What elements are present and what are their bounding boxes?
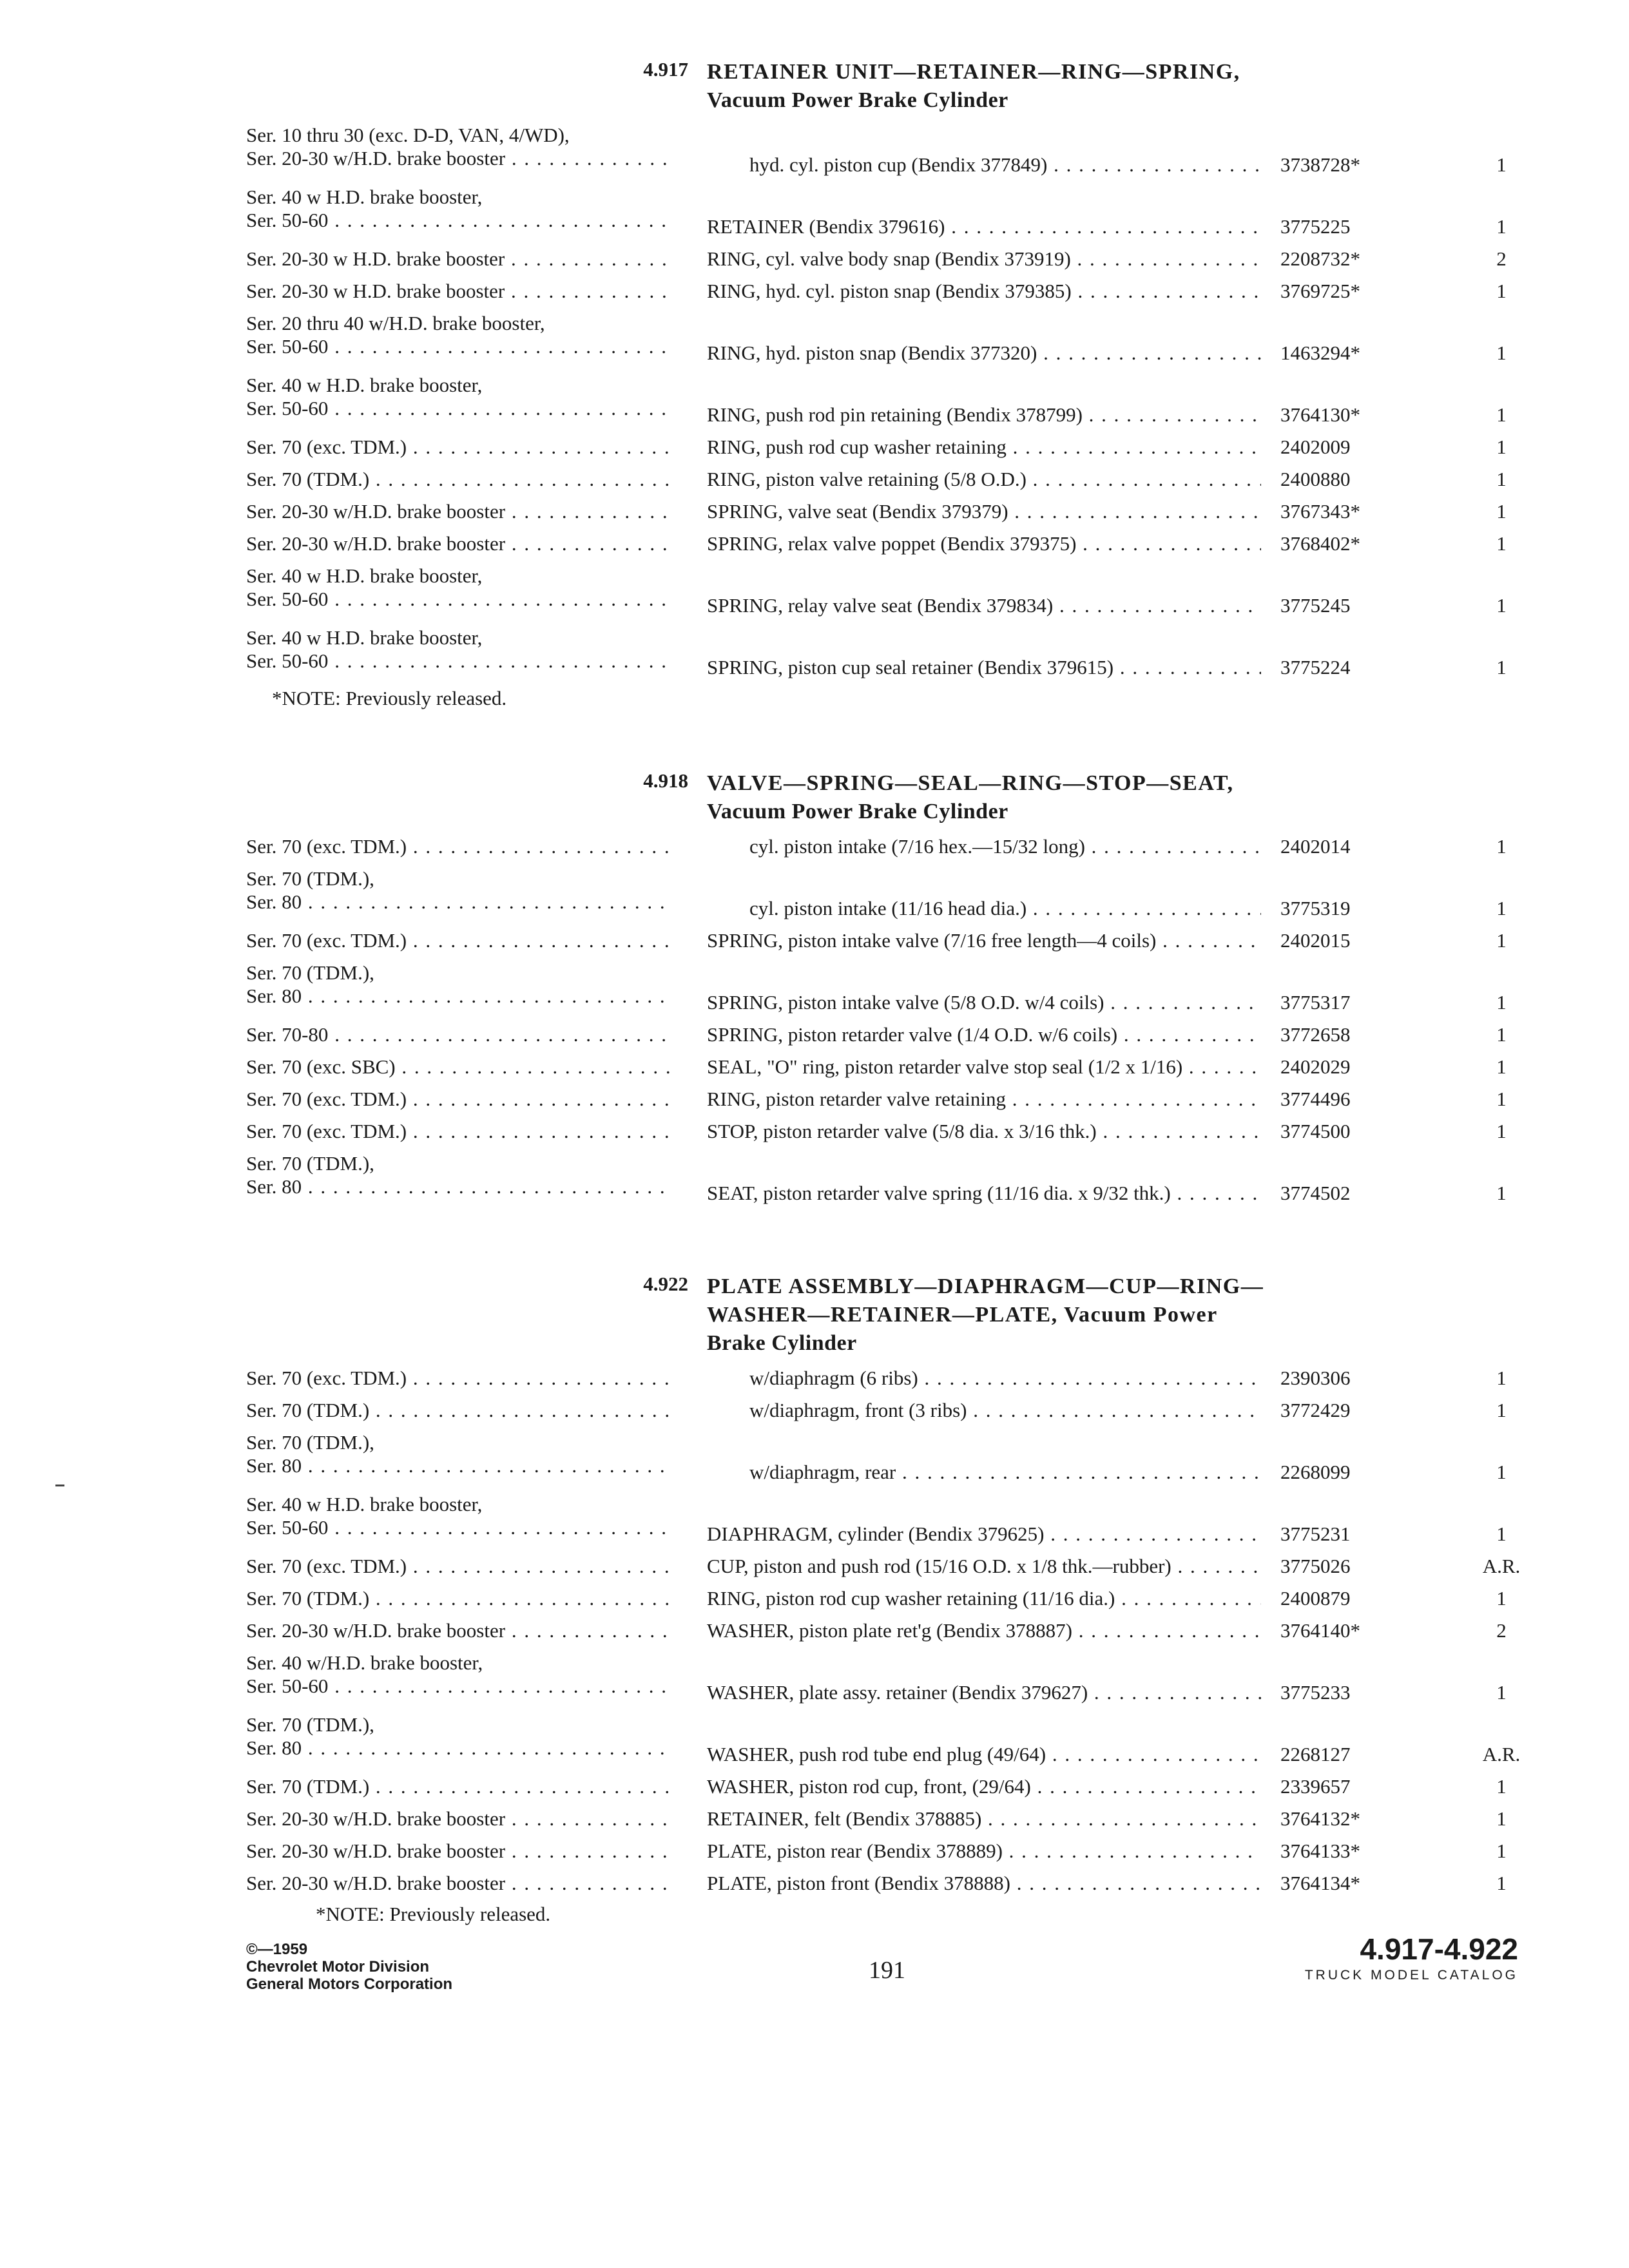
application-cell bbox=[246, 961, 671, 1008]
application-line-2: Ser. 20-30 w/H.D. brake booster . . . bbox=[246, 500, 671, 523]
application-line-2: Ser. 70 (exc. TDM.) . . . bbox=[246, 1555, 671, 1578]
part-number: 2268127 bbox=[1280, 1743, 1351, 1765]
section-number: 4.917 bbox=[643, 58, 688, 81]
part-number: 3774496 bbox=[1280, 1088, 1351, 1110]
section-subtitle: Vacuum Power Brake Cylinder bbox=[707, 88, 1008, 112]
part-number: 3775026 bbox=[1280, 1555, 1351, 1577]
quantity: 1 bbox=[1496, 436, 1507, 458]
part-number: 3738728* bbox=[1280, 153, 1360, 176]
application-line-1: Ser. 70 (TDM.), bbox=[246, 1431, 374, 1454]
quantity: 1 bbox=[1496, 1399, 1507, 1421]
application-line-1: Ser. 10 thru 30 (exc. D-D, VAN, 4/WD), bbox=[246, 124, 570, 146]
quantity: 1 bbox=[1496, 1182, 1507, 1204]
application-cell bbox=[246, 124, 671, 170]
quantity: 1 bbox=[1496, 468, 1507, 490]
quantity: 1 bbox=[1496, 1461, 1507, 1483]
part-description: WASHER, piston rod cup, front, (29/64) . . . bbox=[707, 1775, 1261, 1798]
application-line-2: Ser. 50-60 . . . bbox=[246, 397, 671, 420]
application-line-2: Ser. 70 (TDM.) . . . bbox=[246, 1587, 671, 1610]
part-description: SPRING, piston retarder valve (1/4 O.D. w/6 coils) . . . bbox=[707, 1023, 1261, 1046]
application-line-2: Ser. 80 . . . bbox=[246, 890, 671, 914]
part-number: 2400879 bbox=[1280, 1587, 1351, 1610]
part-number: 3764132* bbox=[1280, 1807, 1360, 1830]
part-description: SPRING, piston intake valve (7/16 free length—4 coils) . . . bbox=[707, 929, 1261, 952]
quantity: 1 bbox=[1496, 1367, 1507, 1389]
part-description: hyd. cyl. piston cup (Bendix 377849) . . . bbox=[749, 153, 1261, 177]
quantity: 1 bbox=[1496, 656, 1507, 678]
part-description: WASHER, plate assy. retainer (Bendix 379627) . . . bbox=[707, 1681, 1261, 1704]
application-line-2: Ser. 20-30 w/H.D. brake booster . . . bbox=[246, 532, 671, 555]
application-line-2: Ser. 20-30 w H.D. brake booster . . . bbox=[246, 280, 671, 303]
quantity: 1 bbox=[1496, 1023, 1507, 1046]
application-cell bbox=[246, 468, 671, 491]
application-cell bbox=[246, 1023, 671, 1046]
quantity: 1 bbox=[1496, 1840, 1507, 1862]
part-description: WASHER, push rod tube end plug (49/64) . . . bbox=[707, 1743, 1261, 1766]
part-number: 3764133* bbox=[1280, 1840, 1360, 1862]
application-cell bbox=[246, 1713, 671, 1760]
section-title-line: PLATE ASSEMBLY—DIAPHRAGM—CUP—RING— bbox=[707, 1274, 1264, 1298]
section-number: 4.918 bbox=[643, 769, 688, 792]
part-description: RING, push rod cup washer retaining . . . bbox=[707, 436, 1261, 459]
part-number: 3775317 bbox=[1280, 991, 1351, 1014]
part-description: PLATE, piston front (Bendix 378888) . . . bbox=[707, 1872, 1261, 1895]
application-line-2: Ser. 20-30 w H.D. brake booster . . . bbox=[246, 247, 671, 271]
application-line-1: Ser. 40 w/H.D. brake booster, bbox=[246, 1651, 483, 1674]
part-description: w/diaphragm (6 ribs) . . . bbox=[749, 1367, 1261, 1390]
part-description: SEAL, "O" ring, piston retarder valve stop seal (1/2 x 1/16) . . . bbox=[707, 1055, 1261, 1079]
footnote: *NOTE: Previously released. bbox=[272, 687, 507, 709]
corporation-name: General Motors Corporation bbox=[246, 1975, 453, 1993]
application-cell bbox=[246, 1088, 671, 1111]
part-number: 3767343* bbox=[1280, 500, 1360, 523]
part-number: 3772658 bbox=[1280, 1023, 1351, 1046]
footer-range-block bbox=[1305, 1932, 1518, 1983]
application-cell bbox=[246, 1651, 671, 1698]
quantity: 1 bbox=[1496, 835, 1507, 858]
application-line-2: Ser. 20-30 w/H.D. brake booster . . . bbox=[246, 1872, 671, 1895]
part-description: CUP, piston and push rod (15/16 O.D. x 1/8 thk.—rubber) . . . bbox=[707, 1555, 1261, 1578]
application-cell bbox=[246, 626, 671, 673]
quantity: 1 bbox=[1496, 532, 1507, 555]
section-range: 4.917-4.922 bbox=[1360, 1932, 1518, 1966]
part-description: SPRING, valve seat (Bendix 379379) . . . bbox=[707, 500, 1261, 523]
footnote: *NOTE: Previously released. bbox=[316, 1903, 551, 1925]
part-description: WASHER, piston plate ret'g (Bendix 378887) . . . bbox=[707, 1619, 1261, 1642]
quantity: 1 bbox=[1496, 215, 1507, 238]
application-cell bbox=[246, 1775, 671, 1798]
application-line-2: Ser. 50-60 . . . bbox=[246, 1675, 671, 1698]
section-title bbox=[707, 58, 1300, 115]
application-cell bbox=[246, 1555, 671, 1578]
application-cell bbox=[246, 1367, 671, 1390]
application-line-2: Ser. 70 (exc. TDM.) . . . bbox=[246, 1120, 671, 1143]
application-cell bbox=[246, 436, 671, 459]
part-number: 2208732* bbox=[1280, 247, 1360, 270]
application-line-2: Ser. 50-60 . . . bbox=[246, 335, 671, 358]
copyright-year: ©—1959 bbox=[246, 1941, 308, 1958]
part-description: w/diaphragm, front (3 ribs) . . . bbox=[749, 1399, 1261, 1422]
part-number: 2339657 bbox=[1280, 1775, 1351, 1798]
part-description: SEAT, piston retarder valve spring (11/16 dia. x 9/32 thk.) . . . bbox=[707, 1182, 1261, 1205]
application-line-1: Ser. 40 w H.D. brake booster, bbox=[246, 1493, 483, 1515]
application-line-2: Ser. 80 . . . bbox=[246, 1175, 671, 1198]
quantity: 1 bbox=[1496, 929, 1507, 952]
application-cell bbox=[246, 1587, 671, 1610]
quantity: 1 bbox=[1496, 991, 1507, 1014]
part-description: RING, piston rod cup washer retaining (11/16 dia.) . . . bbox=[707, 1587, 1261, 1610]
quantity: A.R. bbox=[1482, 1555, 1521, 1577]
application-line-2: Ser. 20-30 w/H.D. brake booster . . . bbox=[246, 1619, 671, 1642]
section-number: 4.922 bbox=[643, 1273, 688, 1295]
application-line-2: Ser. 20-30 w/H.D. brake booster . . . bbox=[246, 1840, 671, 1863]
quantity: A.R. bbox=[1482, 1743, 1521, 1765]
part-description: RING, piston retarder valve retaining . . . bbox=[707, 1088, 1261, 1111]
part-number: 3775233 bbox=[1280, 1681, 1351, 1704]
part-number: 3775225 bbox=[1280, 215, 1351, 238]
part-number: 2400880 bbox=[1280, 468, 1351, 490]
part-description: STOP, piston retarder valve (5/8 dia. x 3/16 thk.) . . . bbox=[707, 1120, 1261, 1143]
quantity: 1 bbox=[1496, 500, 1507, 523]
quantity: 1 bbox=[1496, 1807, 1507, 1830]
quantity: 1 bbox=[1496, 1587, 1507, 1610]
part-number: 1463294* bbox=[1280, 341, 1360, 364]
quantity: 1 bbox=[1496, 594, 1507, 617]
quantity: 2 bbox=[1496, 247, 1507, 270]
application-line-1: Ser. 40 w H.D. brake booster, bbox=[246, 374, 483, 396]
part-description: SPRING, piston cup seal retainer (Bendix 379615) . . . bbox=[707, 656, 1261, 679]
section-title-line: RETAINER UNIT—RETAINER—RING—SPRING, bbox=[707, 60, 1240, 84]
quantity: 1 bbox=[1496, 403, 1507, 426]
application-cell bbox=[246, 1872, 671, 1895]
part-description: RING, hyd. piston snap (Bendix 377320) . . . bbox=[707, 341, 1261, 365]
application-cell bbox=[246, 1431, 671, 1477]
application-line-2: Ser. 50-60 . . . bbox=[246, 1516, 671, 1539]
application-line-2: Ser. 70 (TDM.) . . . bbox=[246, 1775, 671, 1798]
application-cell bbox=[246, 532, 671, 555]
application-cell bbox=[246, 1120, 671, 1143]
application-line-2: Ser. 80 . . . bbox=[246, 1736, 671, 1760]
part-description: PLATE, piston rear (Bendix 378889) . . . bbox=[707, 1840, 1261, 1863]
application-line-2: Ser. 70 (exc. TDM.) . . . bbox=[246, 1088, 671, 1111]
application-line-1: Ser. 70 (TDM.), bbox=[246, 1713, 374, 1736]
section-title-line: VALVE—SPRING—SEAL—RING—STOP—SEAT, bbox=[707, 771, 1234, 795]
margin-mark bbox=[55, 1485, 64, 1486]
application-cell bbox=[246, 835, 671, 858]
application-cell bbox=[246, 1493, 671, 1539]
quantity: 1 bbox=[1496, 1120, 1507, 1142]
part-number: 2402009 bbox=[1280, 436, 1351, 458]
part-number: 2402029 bbox=[1280, 1055, 1351, 1078]
application-line-2: Ser. 70 (exc. TDM.) . . . bbox=[246, 1367, 671, 1390]
application-line-1: Ser. 40 w H.D. brake booster, bbox=[246, 564, 483, 587]
application-cell bbox=[246, 564, 671, 611]
application-line-2: Ser. 50-60 . . . bbox=[246, 649, 671, 673]
catalog-name: TRUCK MODEL CATALOG bbox=[1304, 1968, 1518, 1983]
quantity: 1 bbox=[1496, 1775, 1507, 1798]
application-line-2: Ser. 70 (exc. SBC) . . . bbox=[246, 1055, 671, 1079]
part-number: 3764134* bbox=[1280, 1872, 1360, 1894]
application-line-2: Ser. 70 (exc. TDM.) . . . bbox=[246, 835, 671, 858]
part-description: SPRING, relax valve poppet (Bendix 379375) . . . bbox=[707, 532, 1261, 555]
application-line-1: Ser. 70 (TDM.), bbox=[246, 961, 374, 984]
part-number: 2268099 bbox=[1280, 1461, 1351, 1483]
application-line-2: Ser. 80 . . . bbox=[246, 1454, 671, 1477]
quantity: 1 bbox=[1496, 1088, 1507, 1110]
application-line-2: Ser. 20-30 w/H.D. brake booster . . . bbox=[246, 1807, 671, 1831]
application-line-2: Ser. 70 (TDM.) . . . bbox=[246, 468, 671, 491]
application-line-2: Ser. 80 . . . bbox=[246, 985, 671, 1008]
part-number: 3764130* bbox=[1280, 403, 1360, 426]
section-title-line-2: WASHER—RETAINER—PLATE, Vacuum Power bbox=[707, 1303, 1218, 1327]
application-line-1: Ser. 20 thru 40 w/H.D. brake booster, bbox=[246, 312, 545, 334]
application-line-1: Ser. 40 w H.D. brake booster, bbox=[246, 186, 483, 208]
part-description: SPRING, relay valve seat (Bendix 379834) . . . bbox=[707, 594, 1261, 617]
part-number: 3775224 bbox=[1280, 656, 1351, 678]
part-number: 3772429 bbox=[1280, 1399, 1351, 1421]
part-description: RING, piston valve retaining (5/8 O.D.) . . . bbox=[707, 468, 1261, 491]
part-description: DIAPHRAGM, cylinder (Bendix 379625) . . . bbox=[707, 1523, 1261, 1546]
part-number: 3775245 bbox=[1280, 594, 1351, 617]
quantity: 1 bbox=[1496, 1681, 1507, 1704]
quantity: 1 bbox=[1496, 153, 1507, 176]
application-cell bbox=[246, 247, 671, 271]
application-cell bbox=[246, 1055, 671, 1079]
part-number: 3769725* bbox=[1280, 280, 1360, 302]
part-number: 2402015 bbox=[1280, 929, 1351, 952]
division-name: Chevrolet Motor Division bbox=[246, 1958, 430, 1975]
application-cell bbox=[246, 280, 671, 303]
part-description: cyl. piston intake (11/16 head dia.) . . . bbox=[749, 897, 1261, 920]
part-number: 2390306 bbox=[1280, 1367, 1351, 1389]
application-cell bbox=[246, 1399, 671, 1422]
quantity: 1 bbox=[1496, 1872, 1507, 1894]
section-title bbox=[707, 769, 1300, 826]
application-cell bbox=[246, 1152, 671, 1198]
application-cell bbox=[246, 867, 671, 914]
part-number: 3775231 bbox=[1280, 1523, 1351, 1545]
application-cell bbox=[246, 500, 671, 523]
quantity: 2 bbox=[1496, 1619, 1507, 1642]
part-description: RING, push rod pin retaining (Bendix 378799) . . . bbox=[707, 403, 1261, 427]
part-number: 3764140* bbox=[1280, 1619, 1360, 1642]
application-line-2: Ser. 20-30 w/H.D. brake booster . . . bbox=[246, 147, 671, 170]
application-line-2: Ser. 70 (TDM.) . . . bbox=[246, 1399, 671, 1422]
part-number: 3774502 bbox=[1280, 1182, 1351, 1204]
part-number: 3775319 bbox=[1280, 897, 1351, 919]
part-description: RING, hyd. cyl. piston snap (Bendix 379385) . . . bbox=[707, 280, 1261, 303]
application-line-1: Ser. 40 w H.D. brake booster, bbox=[246, 626, 483, 649]
quantity: 1 bbox=[1496, 897, 1507, 919]
section-title bbox=[707, 1273, 1300, 1358]
part-description: cyl. piston intake (7/16 hex.—15/32 long) . . . bbox=[749, 835, 1261, 858]
application-line-1: Ser. 70 (TDM.), bbox=[246, 867, 374, 890]
application-cell bbox=[246, 929, 671, 952]
application-line-2: Ser. 70-80 . . . bbox=[246, 1023, 671, 1046]
quantity: 1 bbox=[1496, 341, 1507, 364]
section-subtitle: Brake Cylinder bbox=[707, 1331, 857, 1355]
quantity: 1 bbox=[1496, 1523, 1507, 1545]
application-cell bbox=[246, 1807, 671, 1831]
part-description: RING, cyl. valve body snap (Bendix 373919) . . . bbox=[707, 247, 1261, 271]
application-line-1: Ser. 70 (TDM.), bbox=[246, 1152, 374, 1175]
quantity: 1 bbox=[1496, 280, 1507, 302]
application-cell bbox=[246, 186, 671, 232]
application-cell bbox=[246, 1619, 671, 1642]
application-line-2: Ser. 70 (exc. TDM.) . . . bbox=[246, 436, 671, 459]
part-number: 2402014 bbox=[1280, 835, 1351, 858]
part-description: RETAINER, felt (Bendix 378885) . . . bbox=[707, 1807, 1261, 1831]
page-number: 191 bbox=[869, 1957, 905, 1984]
application-cell bbox=[246, 1840, 671, 1863]
footer-copyright bbox=[246, 1941, 452, 1993]
quantity: 1 bbox=[1496, 1055, 1507, 1078]
part-description: SPRING, piston intake valve (5/8 O.D. w/4 coils) . . . bbox=[707, 991, 1261, 1014]
part-description: w/diaphragm, rear . . . bbox=[749, 1461, 1261, 1484]
application-line-2: Ser. 70 (exc. TDM.) . . . bbox=[246, 929, 671, 952]
part-number: 3768402* bbox=[1280, 532, 1360, 555]
application-cell bbox=[246, 374, 671, 420]
application-line-2: Ser. 50-60 . . . bbox=[246, 588, 671, 611]
section-subtitle: Vacuum Power Brake Cylinder bbox=[707, 800, 1008, 823]
part-number: 3774500 bbox=[1280, 1120, 1351, 1142]
application-cell bbox=[246, 312, 671, 358]
part-description: RETAINER (Bendix 379616) . . . bbox=[707, 215, 1261, 238]
application-line-2: Ser. 50-60 . . . bbox=[246, 209, 671, 232]
